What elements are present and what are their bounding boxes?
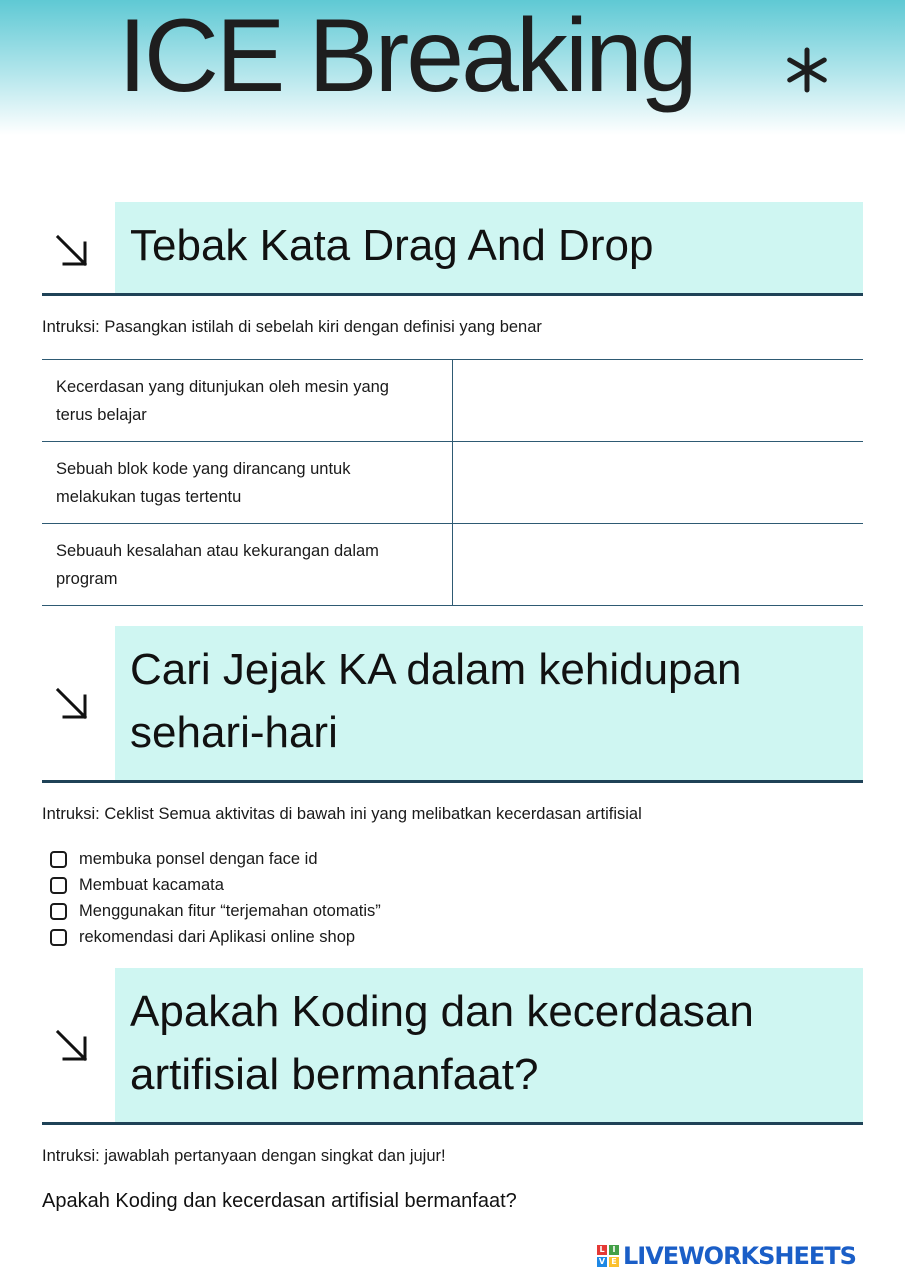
page-title: ICE Breaking (118, 0, 695, 114)
term-cell: Kecerdasan yang ditunjukan oleh mesin yang terus belajar (42, 360, 452, 442)
section-header-cari-jejak (42, 626, 863, 783)
activity-checklist (50, 846, 650, 950)
checkbox[interactable] (50, 903, 67, 920)
instruction-text: Intruksi: jawablah pertanyaan dengan singkat dan jujur! (42, 1147, 446, 1165)
instruction-text: Intruksi: Pasangkan istilah di sebelah kiri dengan definisi yang benar (42, 318, 542, 336)
checklist-item[interactable] (50, 924, 650, 950)
logo-letter: V (598, 1257, 606, 1266)
drop-target[interactable] (452, 524, 863, 606)
section-header-drag-drop (42, 202, 863, 296)
asterisk-icon (783, 46, 831, 94)
checklist-label: Menggunakan fitur “terjemahan otomatis” (79, 901, 381, 920)
section-header-apakah-koding (42, 968, 863, 1125)
logo-letter: I (609, 1245, 619, 1255)
matching-table (42, 359, 863, 606)
section-heading: Tebak Kata Drag And Drop (130, 221, 654, 270)
question-text: Apakah Koding dan kecerdasan artifisial bermanfaat? (42, 1190, 517, 1212)
logo-letter: L (597, 1245, 607, 1255)
checkbox[interactable] (50, 929, 67, 946)
checklist-label: rekomendasi dari Aplikasi online shop (79, 927, 356, 946)
checklist-item[interactable] (50, 872, 650, 898)
drop-target[interactable] (452, 442, 863, 524)
table-row (42, 524, 863, 606)
drop-target[interactable] (452, 360, 863, 442)
checkbox[interactable] (50, 877, 67, 894)
logo-mark (597, 1245, 619, 1267)
checklist-label: Membuat kacamata (79, 875, 224, 894)
term-cell: Sebuauh kesalahan atau kekurangan dalam program (42, 524, 452, 606)
arrow-down-right-icon (52, 684, 92, 724)
instruction-text: Intruksi: Ceklist Semua aktivitas di bawah ini yang melibatkan kecerdasan artifisial (42, 805, 642, 823)
table-row (42, 360, 863, 442)
checklist-label: membuka ponsel dengan face id (79, 849, 318, 868)
checklist-item[interactable] (50, 898, 650, 924)
section-heading: Apakah Koding dan kecerdasan artifisial bermanfaat? (130, 987, 754, 1099)
table-row (42, 442, 863, 524)
brand-name: LIVEWORKSHEETS (623, 1242, 856, 1270)
liveworksheets-logo (597, 1240, 897, 1272)
arrow-down-right-icon (52, 1026, 92, 1066)
section-heading: Cari Jejak KA dalam kehidupan sehari-hari (130, 645, 742, 757)
term-cell: Sebuah blok kode yang dirancang untuk melakukan tugas tertentu (42, 442, 452, 524)
checkbox[interactable] (50, 851, 67, 868)
checklist-item[interactable] (50, 846, 650, 872)
arrow-down-right-icon (52, 231, 92, 271)
logo-letter: E (609, 1257, 619, 1267)
